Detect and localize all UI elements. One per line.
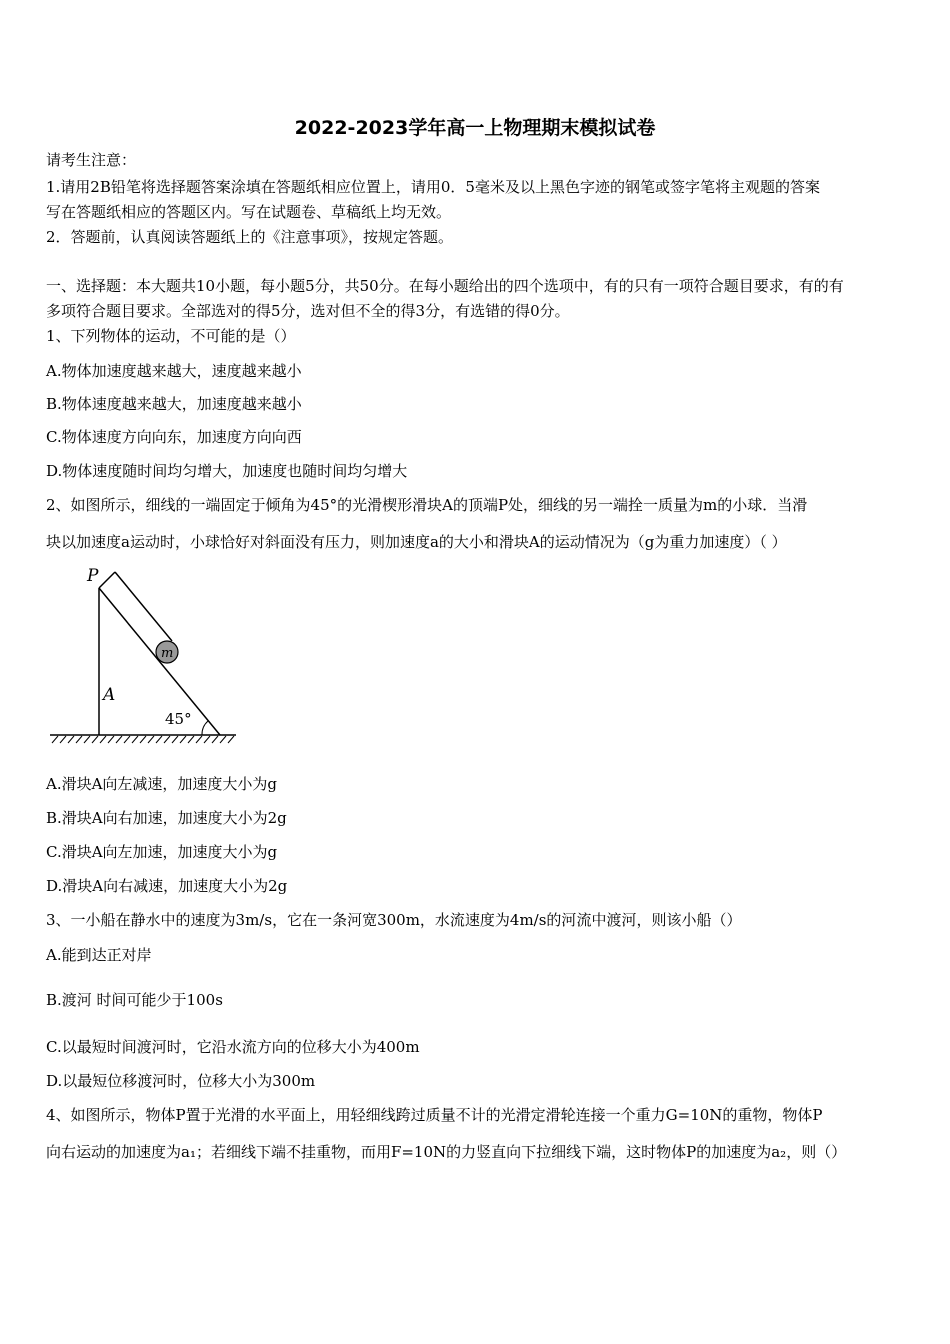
attachment-tab (99, 572, 115, 588)
point-p-label: P (87, 566, 99, 586)
angle-arc (202, 721, 208, 735)
q2-option-b: B.滑块A向右加速，加速度大小为2g (46, 809, 287, 827)
ball-mass-label: m (161, 646, 174, 661)
angle-label: 45° (165, 710, 192, 728)
section-intro-line-2: 多项符合题目要求。全部选对的得5分，选对但不全的得3分，有选错的得0分。 (46, 302, 570, 320)
wedge-figure (44, 560, 244, 750)
q2-stem-line-2: 块以加速度a运动时，小球恰好对斜面没有压力，则加速度a的大小和滑块A的运动情况为（g为重力加速度）（ ） (46, 533, 787, 551)
wedge-a-label: A (103, 685, 116, 705)
q1-option-a: A.物体加速度越来越大，速度越来越小 (46, 362, 302, 380)
q3-option-a: A.能到达正对岸 (46, 946, 152, 964)
exam-title: 2022-2023学年高一上物理期末模拟试卷 (294, 117, 656, 139)
ground-hatching (52, 736, 234, 743)
q3-option-d: D.以最短位移渡河时，位移大小为300m (46, 1072, 316, 1090)
q1-option-d: D.物体速度随时间均匀增大，加速度也随时间均匀增大 (46, 462, 408, 480)
q1-option-c: C.物体速度方向向东，加速度方向向西 (46, 428, 302, 446)
q2-option-c: C.滑块A向左加速，加速度大小为g (46, 843, 278, 861)
notice-heading: 请考生注意： (46, 151, 137, 169)
q1-stem: 1、下列物体的运动，不可能的是（） (46, 327, 296, 345)
q3-option-c: C.以最短时间渡河时，它沿水流方向的位移大小为400m (46, 1038, 420, 1056)
notice-line-1: 1.请用2B铅笔将选择题答案涂填在答题纸相应位置上，请用0．5毫米及以上黑色字迹的钢笔或签字笔将主观题的答案 (46, 178, 820, 196)
q3-option-b: B.渡河 时间可能少于100s (46, 991, 223, 1009)
string-line (115, 572, 172, 641)
q4-stem-line-2: 向右运动的加速度为a₁；若细线下端不挂重物，而用F=10N的力竖直向下拉细线下端，这时物体P的加速度为a₂，则（） (46, 1143, 847, 1161)
notice-line-2: 写在答题纸相应的答题区内。写在试题卷、草稿纸上均无效。 (46, 203, 452, 221)
notice-line-3: 2．答题前，认真阅读答题纸上的《注意事项》，按规定答题。 (46, 228, 454, 246)
wedge-diagram (44, 560, 244, 750)
q2-option-a: A.滑块A向左减速，加速度大小为g (46, 775, 278, 793)
q4-stem-line-1: 4、如图所示，物体P置于光滑的水平面上，用轻细线跨过质量不计的光滑定滑轮连接一个重力G=10N的重物，物体P (46, 1106, 823, 1124)
q3-stem: 3、一小船在静水中的速度为3m/s，它在一条河宽300m，水流速度为4m/s的河流中渡河，则该小船（） (46, 911, 742, 929)
section-intro-line-1: 一、选择题：本大题共10小题，每小题5分，共50分。在每小题给出的四个选项中，有的只有一项符合题目要求，有的有 (46, 277, 844, 295)
wedge-incline (99, 588, 220, 735)
q2-option-d: D.滑块A向右减速，加速度大小为2g (46, 877, 288, 895)
q2-stem-line-1: 2、如图所示，细线的一端固定于倾角为45°的光滑楔形滑块A的顶端P处，细线的另一端拴一质量为m的小球．当滑 (46, 496, 808, 514)
q1-option-b: B.物体速度越来越大，加速度越来越小 (46, 395, 302, 413)
